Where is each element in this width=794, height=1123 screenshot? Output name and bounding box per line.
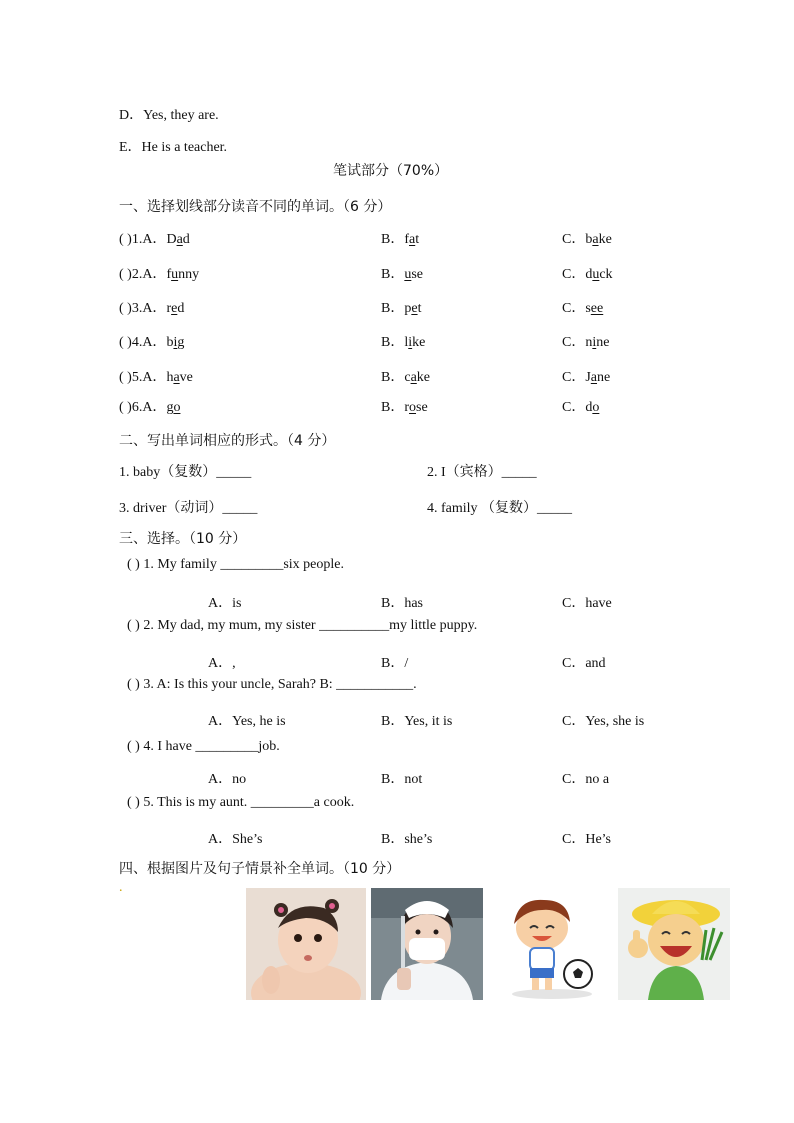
part2-item-4: 4. family （复数）_____ [427, 501, 573, 516]
part1-row-5-option-b [381, 366, 430, 386]
part1-row-1-option-b-word [404, 232, 419, 247]
underlined-part: a [173, 370, 180, 385]
part3-question-1-option-b: B．has [381, 596, 423, 611]
part3-question-5-option-c: C．He’s [562, 832, 611, 847]
word-part: b [166, 335, 174, 350]
word-part: J [585, 370, 591, 385]
underlined-part: o [173, 400, 181, 415]
part1-row-5-option-a-label: ( )5.A． [119, 370, 167, 385]
section-title: 笔试部分（70%） [333, 163, 449, 179]
part1-row-5-option-a [119, 366, 193, 386]
underlined-part: e [411, 301, 418, 316]
word-part: ve [179, 370, 193, 385]
word-part: d [585, 267, 593, 282]
soccer-boy-picture [492, 888, 604, 1000]
underlined-part: o [592, 400, 600, 415]
part1-row-6-option-c [562, 396, 599, 416]
part1-row-3-option-c [562, 297, 603, 317]
option-e-line: E．He is a teacher. [119, 140, 228, 155]
part1-row-6-option-a-label: ( )6.A． [119, 400, 167, 415]
part1-heading: 一、选择划线部分读音不同的单词。（6 分） [119, 199, 392, 215]
part1-row-1-option-c [562, 228, 612, 248]
word-part: d [585, 400, 593, 415]
word-part: se [411, 267, 424, 282]
underlined-part: u [592, 267, 600, 282]
underlined-part: a [592, 232, 599, 247]
part1-row-6-option-b [381, 396, 428, 416]
part1-row-4-option-a-word [166, 335, 184, 350]
part3-question-3-option-a: A．Yes, he is [208, 714, 286, 729]
part1-row-5-option-a-word [166, 370, 192, 385]
part3-question-5: ( ) 5. This is my aunt. _________a cook. [127, 795, 355, 810]
part1-row-3-option-b-word [404, 301, 421, 316]
part3-question-4-option-c: C．no a [562, 772, 610, 787]
underlined-part: u [171, 267, 179, 282]
word-part: d [182, 232, 190, 247]
word-part: t [417, 301, 422, 316]
underlined-part: o [409, 400, 417, 415]
part2-item-1: 1. baby（复数）_____ [119, 465, 252, 480]
part1-row-4-option-a-label: ( )4.A． [119, 335, 167, 350]
part1-row-4-option-c [562, 331, 609, 351]
part3-question-1-option-c: C．have [562, 596, 612, 611]
part1-row-2-option-b [381, 263, 423, 283]
part1-row-3-option-a-label: ( )3.A． [119, 301, 167, 316]
word-part: d [177, 301, 185, 316]
stray-dot: . [119, 880, 123, 895]
part1-row-2-option-b-label: B． [381, 267, 405, 282]
word-part: se [416, 400, 428, 415]
word-part: f [404, 232, 410, 247]
word-part: ne [596, 335, 610, 350]
part1-row-2-option-c-word [585, 267, 612, 282]
word-part: ck [599, 267, 613, 282]
part3-question-3-option-b: B．Yes, it is [381, 714, 453, 729]
part2-item-3: 3. driver（动词）_____ [119, 501, 258, 516]
word-part: g [166, 400, 174, 415]
part3-question-5-option-a: A．She’s [208, 832, 263, 847]
underlined-part: i [592, 335, 597, 350]
part1-row-1-option-c-label: C． [562, 232, 586, 247]
word-part: h [166, 370, 174, 385]
part1-row-1-option-b-label: B． [381, 232, 405, 247]
part1-row-2-option-b-word [404, 267, 423, 282]
word-part: r [404, 400, 410, 415]
part1-row-2-option-c [562, 263, 613, 283]
word-part: g [177, 335, 185, 350]
part1-row-1-option-c-word [585, 232, 611, 247]
word-part: s [585, 301, 591, 316]
part3-question-5-option-b: B．she’s [381, 832, 433, 847]
part3-question-1-option-a: A．is [208, 596, 242, 611]
part1-row-6-option-c-label: C． [562, 400, 586, 415]
word-part: b [585, 232, 593, 247]
part3-question-2: ( ) 2. My dad, my mum, my sister __________my little puppy. [127, 618, 478, 633]
part1-row-4-option-b-label: B． [381, 335, 405, 350]
baby-picture [246, 888, 366, 1000]
word-part: nny [178, 267, 200, 282]
part1-row-6-option-a-word [166, 400, 180, 415]
part1-row-3-option-c-word [585, 301, 603, 316]
underlined-part: a [176, 232, 183, 247]
word-part: n [585, 335, 593, 350]
part3-question-4-option-a: A．no [208, 772, 247, 787]
underlined-part: e [171, 301, 178, 316]
underlined-part: i [408, 335, 413, 350]
part4-heading: 四、根据图片及句子情景补全单词。（10 分） [119, 861, 401, 877]
word-part: D [166, 232, 177, 247]
word-part: ke [598, 232, 612, 247]
underlined-part: i [173, 335, 178, 350]
part3-question-4: ( ) 4. I have _________job. [127, 739, 280, 754]
part1-row-1-option-a-word [166, 232, 189, 247]
option-d-line: D．Yes, they are. [119, 108, 219, 123]
part1-row-6-option-b-word [404, 400, 427, 415]
part1-row-3-option-b-label: B． [381, 301, 405, 316]
part1-row-6-option-c-word [585, 400, 599, 415]
underlined-part: u [404, 267, 412, 282]
part1-row-4-option-b-word [404, 335, 425, 350]
nurse-picture [371, 888, 483, 1000]
part1-row-2-option-c-label: C． [562, 267, 586, 282]
part1-row-4-option-c-label: C． [562, 335, 586, 350]
part1-row-5-option-b-label: B． [381, 370, 405, 385]
part3-question-4-option-b: B．not [381, 772, 423, 787]
part3-question-3-option-c: C．Yes, she is [562, 714, 645, 729]
part1-row-4-option-c-word [585, 335, 609, 350]
part2-item-2: 2. I（宾格）_____ [427, 465, 537, 480]
part3-heading: 三、选择。（10 分） [119, 531, 247, 547]
part1-row-3-option-b [381, 297, 421, 317]
part3-question-2-option-b: B．/ [381, 656, 409, 671]
word-part: ke [412, 335, 426, 350]
underlined-part: a [590, 370, 598, 385]
word-part: ke [416, 370, 430, 385]
part2-heading: 二、写出单词相应的形式。（4 分） [119, 433, 336, 449]
part1-row-4-option-a [119, 331, 184, 351]
part1-row-4-option-b [381, 331, 425, 351]
underlined-part: a [409, 232, 416, 247]
part1-row-6-option-b-label: B． [381, 400, 405, 415]
part3-question-3: ( ) 3. A: Is this your uncle, Sarah? B: ___________. [127, 677, 417, 692]
word-part: ne [597, 370, 611, 385]
part3-question-2-option-c: C．and [562, 656, 606, 671]
part1-row-5-option-c [562, 366, 610, 386]
part1-row-3-option-a-word [166, 301, 184, 316]
word-part: f [166, 267, 172, 282]
part1-row-3-option-c-label: C． [562, 301, 586, 316]
part1-row-3-option-a [119, 297, 184, 317]
word-part: c [404, 370, 411, 385]
part1-row-5-option-b-word [404, 370, 430, 385]
word-part: r [166, 301, 172, 316]
part1-row-2-option-a-label: ( )2.A． [119, 267, 167, 282]
part1-row-6-option-a [119, 396, 180, 416]
underlined-part: ee [590, 301, 604, 316]
part1-row-5-option-c-label: C． [562, 370, 586, 385]
part1-row-2-option-a-word [166, 267, 199, 282]
part1-row-1-option-a [119, 228, 190, 248]
part3-question-1: ( ) 1. My family _________six people. [127, 557, 344, 572]
farmer-picture [618, 888, 730, 1000]
part1-row-1-option-b [381, 228, 419, 248]
underlined-part: a [410, 370, 417, 385]
word-part: t [415, 232, 420, 247]
part1-row-5-option-c-word [585, 370, 610, 385]
part3-question-2-option-a: A．, [208, 656, 236, 671]
word-part: l [404, 335, 409, 350]
part1-row-2-option-a [119, 263, 199, 283]
word-part: p [404, 301, 412, 316]
part1-row-1-option-a-label: ( )1.A． [119, 232, 167, 247]
